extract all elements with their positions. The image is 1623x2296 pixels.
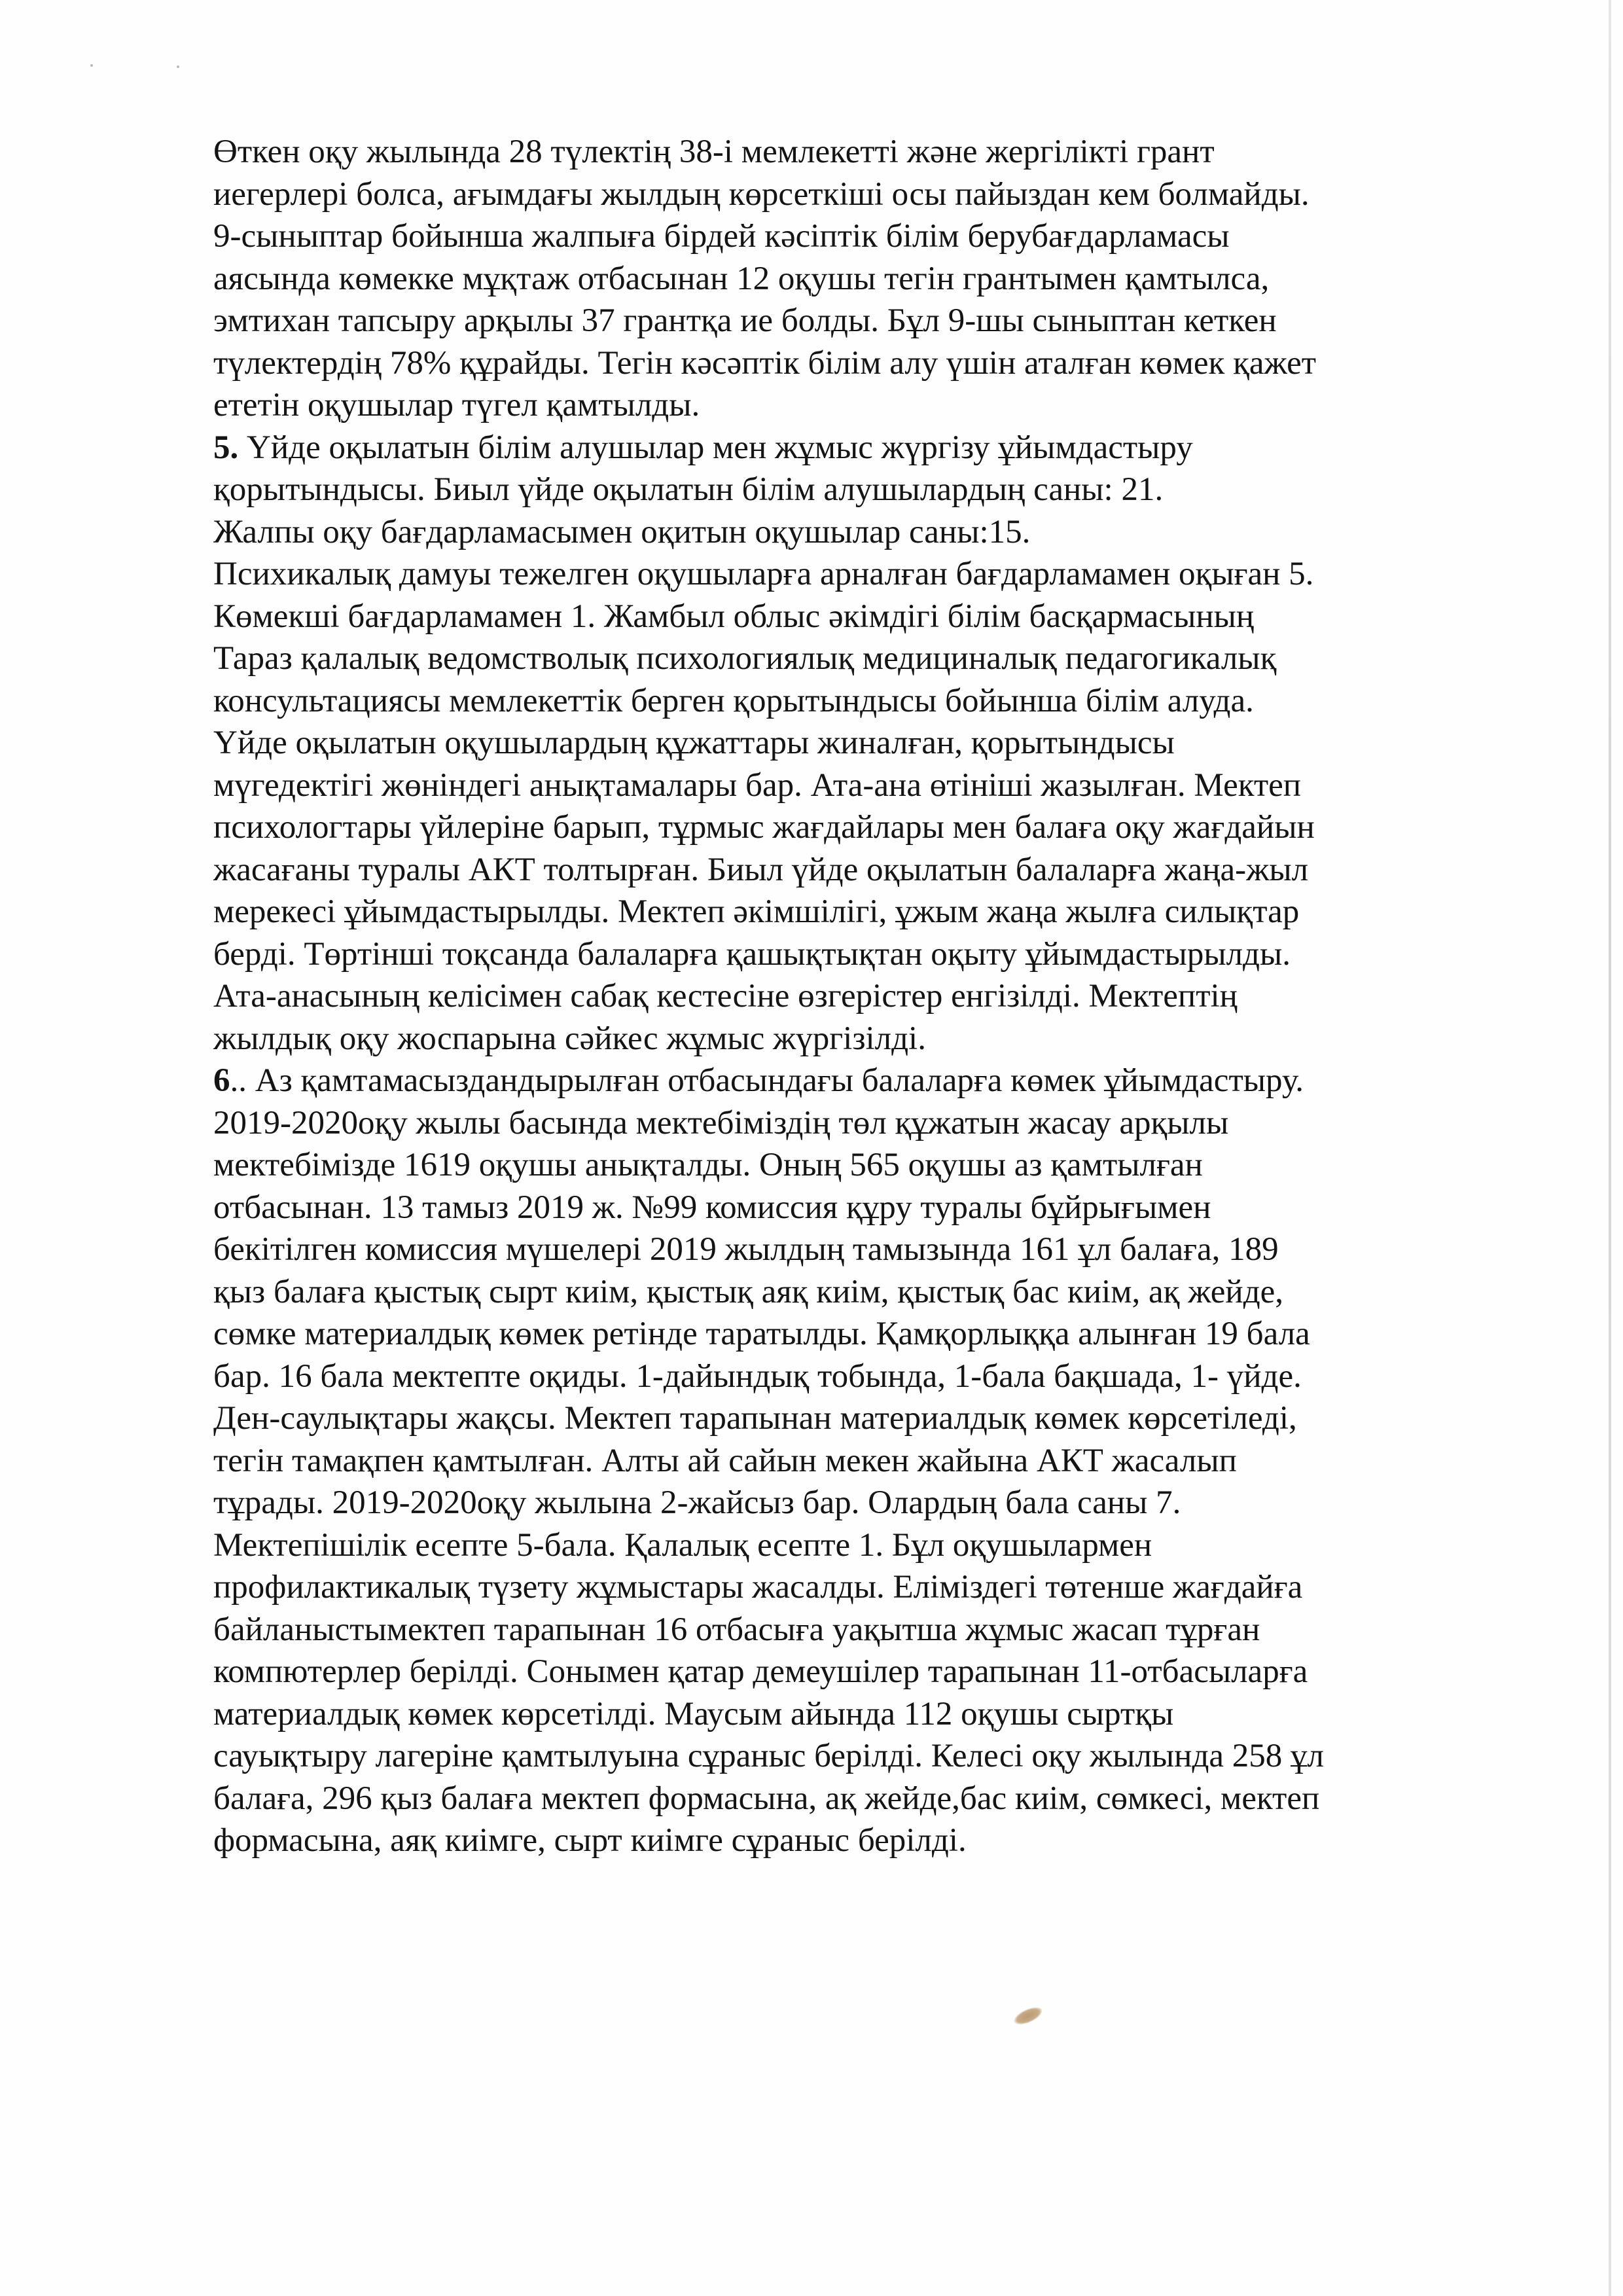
text-line: сауықтыру лагеріне қамтылуына сұраныс берілді. Келесі оқу жылында 258 ұл bbox=[213, 1738, 1324, 1774]
text-line: мерекесі ұйымдастырылды. Мектеп әкімшілігі, ұжым жаңа жылға силықтар bbox=[213, 893, 1300, 930]
text-line: Жалпы оқу бағдарламасымен оқитын оқушылар саны:15. bbox=[213, 513, 1031, 550]
text-line: Үйде оқылатын оқушылардың құжаттары жиналған, қорытындысы bbox=[213, 725, 1175, 761]
text-line: формасына, аяқ киімге, сырт киімге сұраныс берілді. bbox=[213, 1822, 967, 1859]
text-line: түлектердің 78% құрайды. Тегін кәсәптік білім алу үшін аталған көмек қажет bbox=[213, 344, 1316, 382]
document-body bbox=[213, 131, 1516, 1862]
text-line: сөмке материалдық көмек ретінде таратылды. Қамқорлыққа алынған 19 бала bbox=[213, 1316, 1310, 1352]
section-6-heading-line bbox=[213, 1060, 1516, 1102]
text-line: тегін тамақпен қамтылған. Алты ай сайын мекен жайына АКТ жасалып bbox=[213, 1442, 1237, 1479]
text-line: психологтары үйлеріне барып, тұрмыс жағдайлары мен балаға оқу жағдайын bbox=[213, 809, 1315, 846]
text-line: жылдық оқу жоспарына сәйкес жұмыс жүргізілді. bbox=[213, 1020, 926, 1057]
text-line: мүгедектігі жөніндегі анықтамалары бар. Ата-ана өтініші жазылған. Мектеп bbox=[213, 766, 1302, 804]
text-line: Ата-анасының келісімен сабақ кестесіне өзгерістер енгізілді. Мектептің bbox=[213, 978, 1238, 1014]
text-line: Ден-саулықтары жақсы. Мектеп тарапынан материалдық көмек көрсетіледі, bbox=[213, 1400, 1297, 1437]
text-line: бекітілген комиссия мүшелері 2019 жылдың тамызында 161 ұл балаға, 189 bbox=[213, 1231, 1279, 1268]
text-line: тұрады. 2019-2020оқу жылына 2-жайсыз бар. Олардың бала саны 7. bbox=[213, 1484, 1181, 1521]
text-line: байланыстымектеп тарапынан 16 отбасыға уақытша жұмыс жасап тұрған bbox=[213, 1611, 1260, 1648]
text-line: мектебімізде 1619 оқушы анықталды. Оның 565 оқушы аз қамтылған bbox=[213, 1147, 1203, 1183]
text-line: эмтихан тапсыру арқылы 37 грантқа ие болды. Бұл 9-шы сыныптан кеткен bbox=[213, 302, 1277, 339]
text-line: Көмекші бағдарламамен 1. Жамбыл облыс әкімдігі білім басқармасының bbox=[213, 598, 1255, 635]
section-6-number: 6 bbox=[213, 1062, 230, 1099]
section-5-heading-line bbox=[213, 427, 1516, 469]
text-line: 9-сыныптар бойынша жалпыға бірдей кәсіптік білім берубағдарламасы bbox=[213, 218, 1230, 255]
text-line: иегерлері болса, ағымдағы жылдың көрсеткіші осы пайыздан кем болмайды. bbox=[213, 175, 1310, 213]
text-line: ететін оқушылар түгел қамтылды. bbox=[213, 387, 700, 423]
text-line: аясында көмекке мұқтаж отбасынан 12 оқушы тегін грантымен қамтылса, bbox=[213, 260, 1270, 297]
scan-edge-shadow bbox=[1609, 0, 1611, 2296]
text-line: профилактикалық түзету жұмыстары жасалды. Еліміздегі төтенше жағдайға bbox=[213, 1569, 1303, 1605]
text-line: консультациясы мемлекеттік берген қорытындысы бойынша білім алуда. bbox=[213, 682, 1254, 719]
text-line: берді. Төртінші тоқсанда балаларға қашықтықтан оқыту ұйымдастырылды. bbox=[213, 935, 1291, 973]
scan-speck bbox=[90, 64, 93, 67]
text-line: Өткен оқу жылында 28 түлектің 38-і мемлекетті және жергілікті грант bbox=[213, 134, 1215, 170]
text-line: қорытындысы. Биыл үйде оқылатын білім алушылардың саны: 21. bbox=[213, 471, 1164, 508]
text-line: компютерлер берілді. Сонымен қатар демеушілер тарапынан 11-отбасыларға bbox=[213, 1653, 1308, 1690]
section-6-title: .. Аз қамтамасыздандырылған отбасындағы балаларға көмек ұйымдастыру. bbox=[230, 1062, 1304, 1099]
text-line: материалдық көмек көрсетілді. Маусым айында 112 оқушы сыртқы bbox=[213, 1695, 1174, 1732]
text-line: Тараз қалалық ведомстволық психологиялық медициналық педагогикалық bbox=[213, 640, 1277, 677]
text-line: жасағаны туралы АКТ толтырған. Биыл үйде оқылатын балаларға жаңа-жыл bbox=[213, 851, 1309, 888]
text-line: 2019-2020оқу жылы басында мектебіміздің төл құжатын жасау арқылы bbox=[213, 1104, 1229, 1141]
text-line: Мектепішілік есепте 5-бала. Қалалық есепте 1. Бұл оқушылармен bbox=[213, 1526, 1152, 1564]
ink-smudge bbox=[1012, 2004, 1044, 2028]
section-5-title: Үйде оқылатын білім алушылар мен жұмыс жүргізу ұйымдастыру bbox=[238, 429, 1193, 466]
text-line: Психикалық дамуы тежелген оқушыларға арналған бағдарламамен оқыған 5. bbox=[213, 556, 1314, 592]
scan-speck bbox=[177, 65, 179, 68]
text-line: балаға, 296 қыз балаға мектеп формасына, ақ жейде,бас киім, сөмкесі, мектеп bbox=[213, 1780, 1320, 1817]
text-line: отбасынан. 13 тамыз 2019 ж. №99 комиссия құру туралы бұйрығымен bbox=[213, 1189, 1211, 1226]
text-line: бар. 16 бала мектепте оқиды. 1-дайындық тобында, 1-бала бақшада, 1- үйде. bbox=[213, 1357, 1302, 1395]
text-line: қыз балаға қыстық сырт киім, қыстық аяқ киім, қыстық бас киім, ақ жейде, bbox=[213, 1273, 1284, 1310]
section-5-number: 5. bbox=[213, 429, 239, 466]
